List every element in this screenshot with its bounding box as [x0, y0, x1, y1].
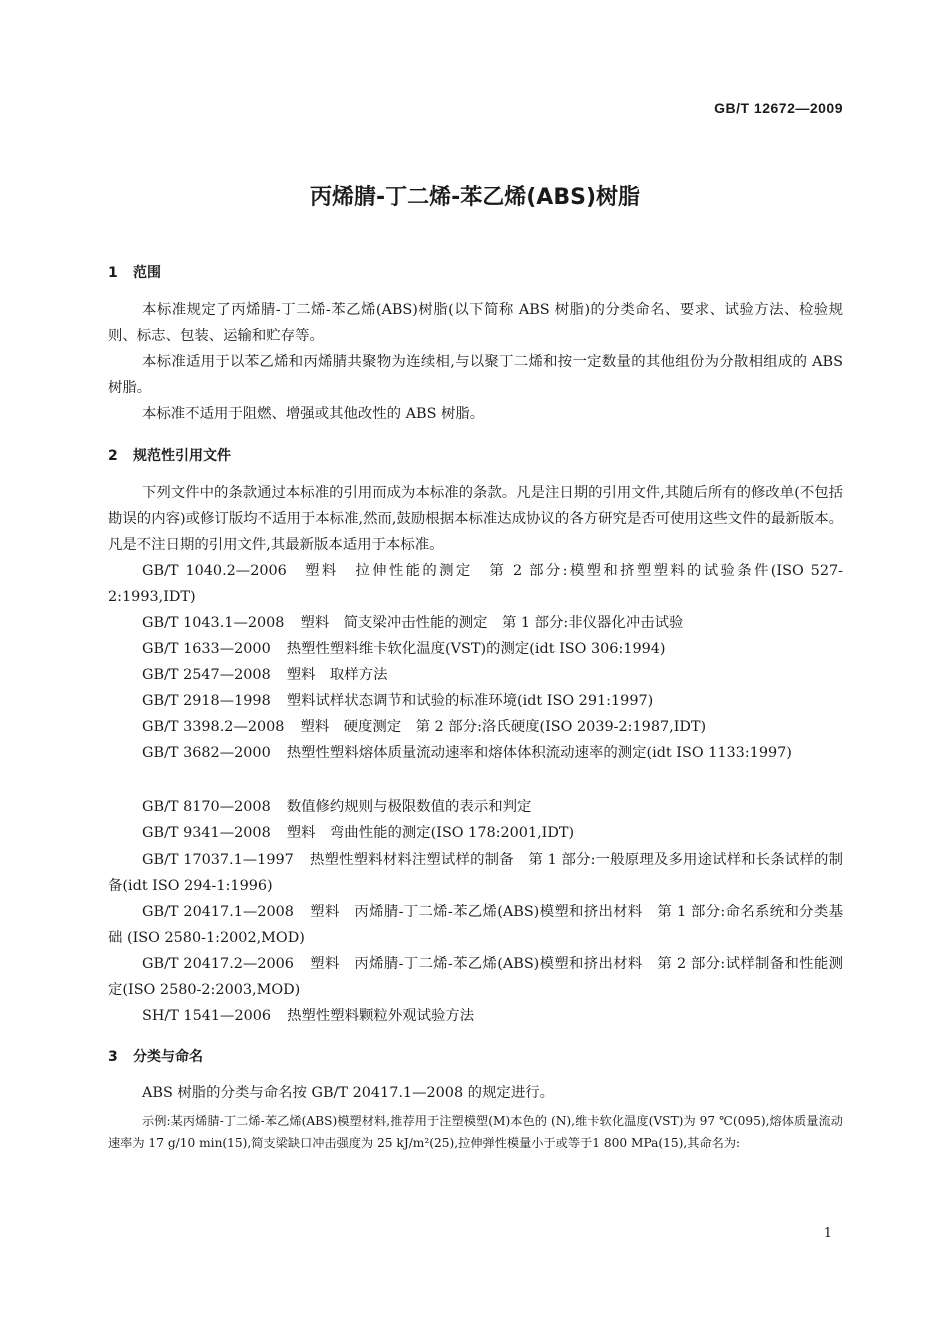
section-title: 范围	[133, 265, 161, 281]
reference-item	[108, 688, 843, 714]
section-2-heading	[108, 445, 231, 465]
reference-item	[108, 740, 843, 766]
reference-code: GB/T 1633—2000	[142, 641, 271, 657]
reference-item	[108, 714, 843, 740]
reference-code: GB/T 20417.1—2008	[142, 904, 294, 920]
reference-item	[108, 794, 843, 820]
scope-paragraph-1: 本标准规定了丙烯腈-丁二烯-苯乙烯(ABS)树脂(以下简称 ABS 树脂)的分类命名、要求、试验方法、检验规则、标志、包装、运输和贮存等。	[108, 302, 843, 344]
page-number: 1	[823, 1226, 832, 1241]
section-number: 2	[108, 448, 118, 464]
reference-text: 塑料试样状态调节和试验的标准环境(idt ISO 291:1997)	[286, 693, 654, 709]
reference-item	[108, 899, 843, 951]
reference-text: 塑料 拉伸性能的测定 第 2 部分:模塑和挤塑塑料的试验条件(ISO 527-2:1993,IDT)	[108, 563, 844, 605]
section-number: 3	[108, 1049, 118, 1065]
classification-paragraph: ABS 树脂的分类与命名按 GB/T 20417.1—2008 的规定进行。	[142, 1085, 555, 1101]
reference-text: 塑料 取样方法	[286, 667, 388, 683]
reference-item	[108, 951, 843, 1003]
reference-text: 数值修约规则与极限数值的表示和判定	[286, 799, 532, 815]
reference-code: GB/T 1040.2—2006	[142, 563, 287, 579]
reference-text: 塑料 丙烯腈-丁二烯-苯乙烯(ABS)模塑和挤出材料 第 1 部分:命名系统和分类基础 (ISO 2580-1:2002,MOD)	[108, 904, 844, 946]
reference-item	[108, 558, 843, 610]
reference-text: 塑料 丙烯腈-丁二烯-苯乙烯(ABS)模塑和挤出材料 第 2 部分:试样制备和性能测定(ISO 2580-2:2003,MOD)	[108, 956, 844, 998]
reference-code: GB/T 2918—1998	[142, 693, 271, 709]
classification-example: 示例:某丙烯腈-丁二烯-苯乙烯(ABS)模塑材料,推荐用于注塑模塑(M)本色的 (N),维卡软化温度(VST)为 97 ℃(095),熔体质量流动速率为 17 g/10 min(15),简支梁缺口冲击强度为 25 kJ/m²(25),拉伸弹性模量小于或等于1 800 MPa(15),其命名为:	[108, 1114, 843, 1150]
reference-item	[108, 662, 843, 688]
reference-item	[108, 1003, 843, 1029]
reference-text: 热塑性塑料熔体质量流动速率和熔体体积流动速率的测定(idt ISO 1133:1997)	[286, 745, 792, 761]
section-1-heading	[108, 262, 161, 282]
section-title: 分类与命名	[133, 1049, 203, 1065]
reference-code: GB/T 2547—2008	[142, 667, 271, 683]
section-3-heading	[108, 1046, 203, 1066]
reference-text: 塑料 简支梁冲击性能的测定 第 1 部分:非仪器化冲击试验	[300, 615, 684, 631]
reference-item	[108, 610, 843, 636]
document-title: 丙烯腈-丁二烯-苯乙烯(ABS)树脂	[309, 185, 640, 210]
reference-text: 塑料 硬度测定 第 2 部分:洛氏硬度(ISO 2039-2:1987,IDT)	[300, 719, 707, 735]
reference-code: GB/T 17037.1—1997	[142, 852, 294, 868]
reference-code: GB/T 1043.1—2008	[142, 615, 285, 631]
references-intro: 下列文件中的条款通过本标准的引用而成为本标准的条款。凡是注日期的引用文件,其随后所有的修改单(不包括勘误的内容)或修订版均不适用于本标准,然而,鼓励根据本标准达成协议的各方研究是否可使用这些文件的最新版本。凡是不注日期的引用文件,其最新版本适用于本标准。	[108, 485, 843, 553]
reference-item	[108, 847, 843, 899]
scope-paragraph-2: 本标准适用于以苯乙烯和丙烯腈共聚物为连续相,与以聚丁二烯和按一定数量的其他组份为分散相组成的 ABS 树脂。	[108, 354, 843, 396]
section-title: 规范性引用文件	[133, 448, 231, 464]
reference-code: GB/T 8170—2008	[142, 799, 271, 815]
reference-text: 塑料 弯曲性能的测定(ISO 178:2001,IDT)	[286, 825, 575, 841]
reference-code: GB/T 3682—2000	[142, 745, 271, 761]
reference-code: SH/T 1541—2006	[142, 1008, 272, 1024]
reference-item	[108, 820, 843, 846]
reference-code: GB/T 9341—2008	[142, 825, 271, 841]
reference-text: 热塑性塑料材料注塑试样的制备 第 1 部分:一般原理及多用途试样和长条试样的制备(idt ISO 294-1:1996)	[108, 852, 844, 894]
reference-text: 热塑性塑料维卡软化温度(VST)的测定(idt ISO 306:1994)	[286, 641, 666, 657]
reference-item	[108, 636, 843, 662]
reference-code: GB/T 20417.2—2006	[142, 956, 294, 972]
reference-code: GB/T 3398.2—2008	[142, 719, 285, 735]
scope-paragraph-3: 本标准不适用于阻燃、增强或其他改性的 ABS 树脂。	[142, 406, 485, 422]
section-number: 1	[108, 265, 118, 281]
standard-number: GB/T 12672—2009	[714, 100, 843, 116]
reference-text: 热塑性塑料颗粒外观试验方法	[287, 1008, 475, 1024]
